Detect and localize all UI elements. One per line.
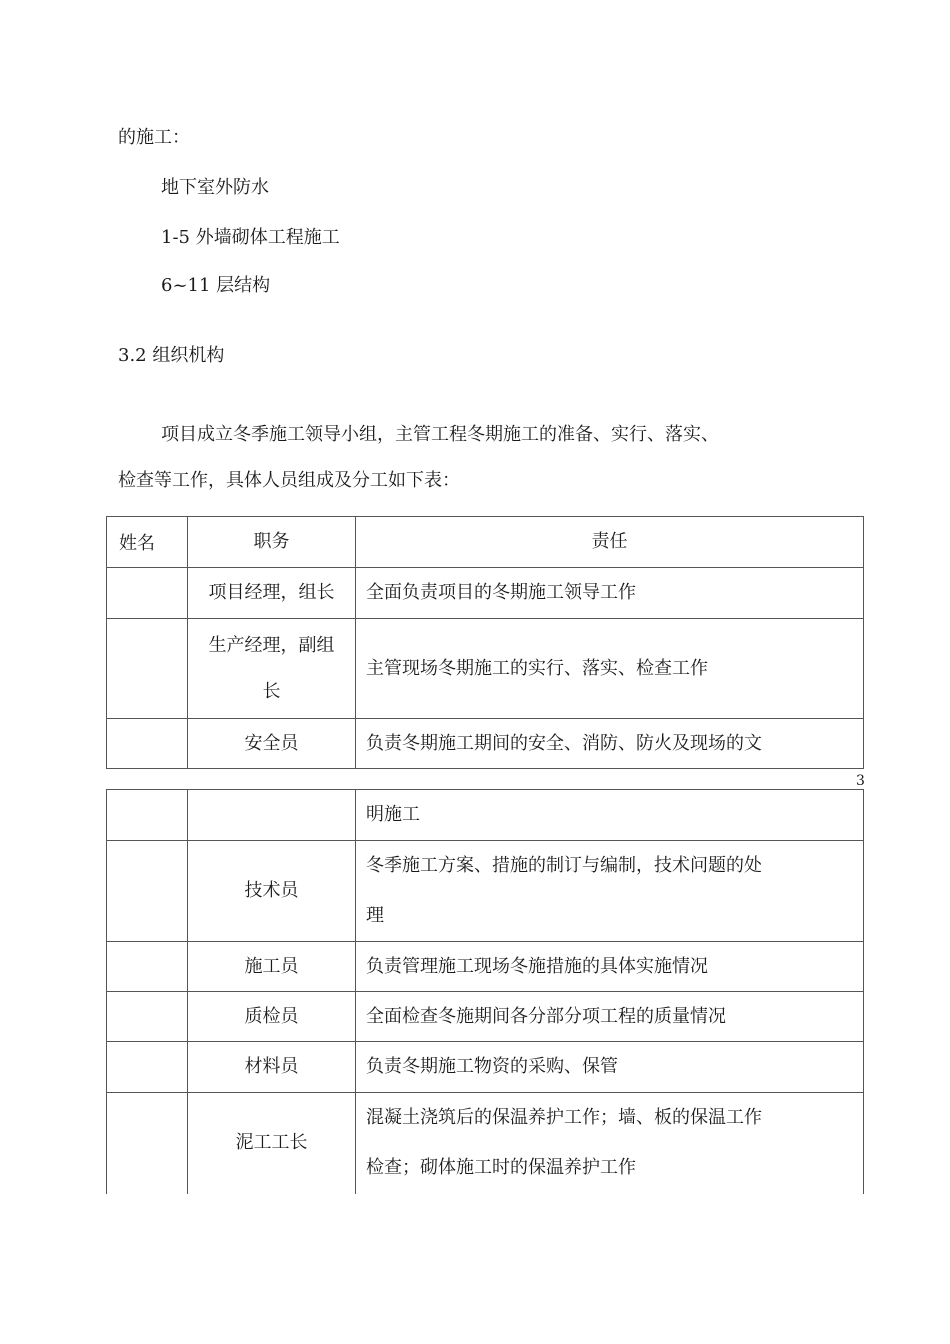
cell-responsibility [356, 1093, 864, 1194]
cell-role: 泥工工长 [188, 1093, 356, 1194]
table-row [107, 1042, 864, 1093]
cell-responsibility-line-1: 混凝土浇筑后的保温养护工作；墙、板的保温工作 [366, 1107, 762, 1129]
organization-table-continued [106, 789, 864, 1194]
cell-responsibility-line-2: 理 [366, 905, 384, 926]
cell-role: 技术员 [188, 841, 356, 942]
table-row [107, 619, 864, 719]
cell-role: 材料员 [188, 1042, 356, 1093]
table-header-row [107, 517, 864, 568]
cell-name [107, 1042, 188, 1093]
cell-responsibility-line-2: 检查；砌体施工时的保温养护工作 [366, 1157, 636, 1179]
table-row [107, 790, 864, 841]
cell-responsibility [356, 841, 864, 942]
header-role: 职务 [188, 517, 356, 568]
cell-name [107, 992, 188, 1042]
cell-responsibility: 全面负责项目的冬期施工领导工作 [356, 568, 864, 619]
intro-line: 的施工： [118, 127, 190, 148]
table-row [107, 841, 864, 942]
cell-role-line-1: 生产经理，副组 [208, 634, 335, 656]
table-row [107, 942, 864, 992]
intro-item-structure: 6~11 层结构 [161, 275, 271, 296]
cell-name [107, 1093, 188, 1194]
cell-responsibility: 全面检查冬施期间各分部分项工程的质量情况 [356, 992, 864, 1042]
cell-name [107, 568, 188, 619]
cell-name [107, 841, 188, 942]
cell-role-line-2: 长 [262, 680, 281, 702]
cell-name [107, 719, 188, 769]
page-number: 3 [856, 773, 865, 789]
cell-name [107, 942, 188, 992]
intro-item-masonry: 1-5 外墙砌体工程施工 [161, 227, 340, 248]
header-name: 姓名 [107, 517, 188, 568]
cell-role [188, 790, 356, 841]
cell-role: 质检员 [188, 992, 356, 1042]
cell-role: 安全员 [188, 719, 356, 769]
paragraph-line-2: 检查等工作，具体人员组成及分工如下表： [118, 470, 460, 491]
cell-responsibility: 负责管理施工现场冬施措施的具体实施情况 [356, 942, 864, 992]
cell-role: 项目经理，组长 [188, 568, 356, 619]
table-row [107, 1093, 864, 1194]
cell-responsibility: 负责冬期施工物资的采购、保管 [356, 1042, 864, 1093]
section-heading: 3.2 组织机构 [118, 345, 225, 366]
cell-responsibility: 主管现场冬期施工的实行、落实、检查工作 [356, 619, 864, 719]
cell-name [107, 790, 188, 841]
intro-item-basement-waterproof: 地下室外防水 [161, 177, 269, 198]
organization-table [106, 516, 864, 769]
cell-name [107, 619, 188, 719]
header-responsibility: 责任 [356, 517, 864, 568]
table-row [107, 568, 864, 619]
paragraph-line-1: 项目成立冬季施工领导小组，主管工程冬期施工的准备、实行、落实、 [161, 424, 719, 445]
cell-responsibility: 负责冬期施工期间的安全、消防、防火及现场的文 [356, 719, 864, 769]
cell-responsibility: 明施工 [356, 790, 864, 841]
table-row [107, 992, 864, 1042]
cell-role: 施工员 [188, 942, 356, 992]
table-row [107, 719, 864, 769]
cell-responsibility-line-1: 冬季施工方案、措施的制订与编制，技术问题的处 [366, 855, 762, 876]
cell-role [188, 619, 356, 719]
